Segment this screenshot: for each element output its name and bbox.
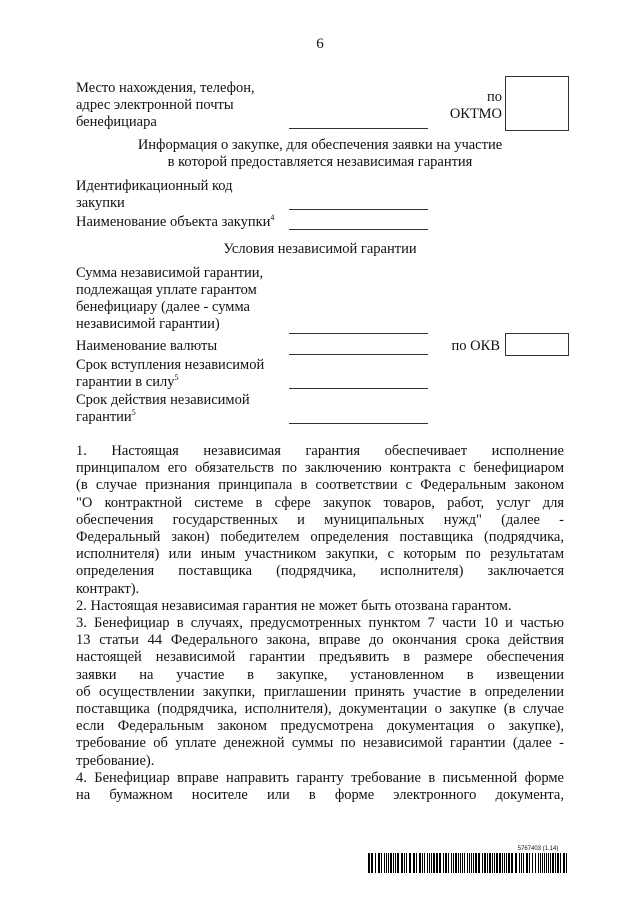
okv-code-box[interactable]	[505, 333, 569, 356]
body-text	[76, 443, 564, 804]
body-line: 2. Настоящая независимая гарантия не может быть отозвана гарантом.	[76, 597, 512, 614]
body-line: (в случае признания принципала в соответствии с Федеральным законом	[76, 477, 564, 494]
body-line: "О контрактной системе в сфере закупок товаров, работ, услуг для	[76, 494, 564, 511]
body-line: принципалом его обязательств по заключению контракта с бенефициаром	[76, 460, 564, 477]
body-line: 13 статьи 44 Федерального закона, вправе до окончания срока действия	[76, 632, 564, 649]
body-line: контракт).	[76, 580, 140, 597]
body-line: определения поставщика (подрядчика, исполнителя) заключается	[76, 563, 564, 580]
procurement-id-field[interactable]	[289, 209, 428, 210]
guarantee-conditions-heading: Условия независимой гарантии	[223, 241, 417, 257]
page-number: 6	[316, 36, 324, 52]
footnote-marker: 5	[174, 373, 179, 382]
body-line: исполнителя) или иным участником закупки, с которым по результатам	[76, 546, 564, 563]
guarantee-amount-field[interactable]	[289, 333, 428, 334]
body-line: на бумажном носителе или в форме электронного документа,	[76, 787, 564, 804]
guarantee-amount-label: Сумма независимой гарантии, подлежащая уплате гарантом бенефициару (далее - сумма независимой гарантии)	[76, 265, 264, 332]
body-line: об осуществлении закупки, приглашении принять участие в определении	[76, 683, 564, 700]
guarantee-start-field[interactable]	[289, 388, 428, 389]
guarantee-validity-label: Срок действия независимой гарантии$^5$	[76, 392, 250, 425]
beneficiary-location-field[interactable]	[289, 128, 428, 129]
procurement-info-heading: Информация о закупке, для обеспечения заявки на участие в которой предоставляется независимая гарантия	[137, 137, 503, 170]
body-line: Федеральный закон) победителем определения поставщика (подрядчика,	[76, 529, 564, 546]
body-line: обеспечения государственных и муниципальных нужд" (далее -	[76, 511, 564, 528]
body-line: 1. Настоящая независимая гарантия обеспечивает исполнение	[76, 443, 564, 459]
okv-label: по ОКВ	[451, 338, 500, 354]
body-line: настоящей независимой гарантии предъявить в размере обеспечения	[76, 649, 564, 666]
currency-field[interactable]	[289, 354, 428, 355]
footnote-marker: 4	[270, 213, 275, 222]
barcode-id: 5767403 (1.14)	[517, 846, 559, 852]
oktmo-code-box[interactable]	[505, 76, 569, 131]
body-line: поставщика (подрядчика, исполнителя), документации о закупке (в случае	[76, 701, 564, 718]
barcode-icon	[368, 853, 568, 873]
body-line: заявки на участие в закупке, установленном в извещении	[76, 666, 564, 683]
procurement-id-label: Идентификационный код закупки	[76, 178, 233, 211]
guarantee-validity-field[interactable]	[289, 423, 428, 424]
procurement-object-label: Наименование объекта закупки$^4$	[76, 213, 275, 230]
body-line: если Федеральным законом предусмотрена документация о закупке),	[76, 718, 564, 735]
body-line: 4. Бенефициар вправе направить гаранту требование в письменной форме	[76, 769, 564, 786]
body-line: 3. Бенефициар в случаях, предусмотренных пунктом 7 части 10 и частью	[76, 615, 564, 632]
procurement-object-field[interactable]	[289, 229, 428, 230]
currency-label: Наименование валюты	[76, 338, 218, 354]
beneficiary-location-label: Место нахождения, телефон, адрес электронной почты бенефициара	[76, 80, 255, 130]
guarantee-start-label: Срок вступления независимой гарантии в силу$^5$	[76, 357, 265, 390]
footnote-marker: 5	[131, 408, 136, 417]
oktmo-label: по ОКТМО	[449, 89, 502, 122]
body-line: требование об уплате денежной суммы по независимой гарантии (далее -	[76, 735, 564, 752]
body-line: требование).	[76, 752, 155, 769]
